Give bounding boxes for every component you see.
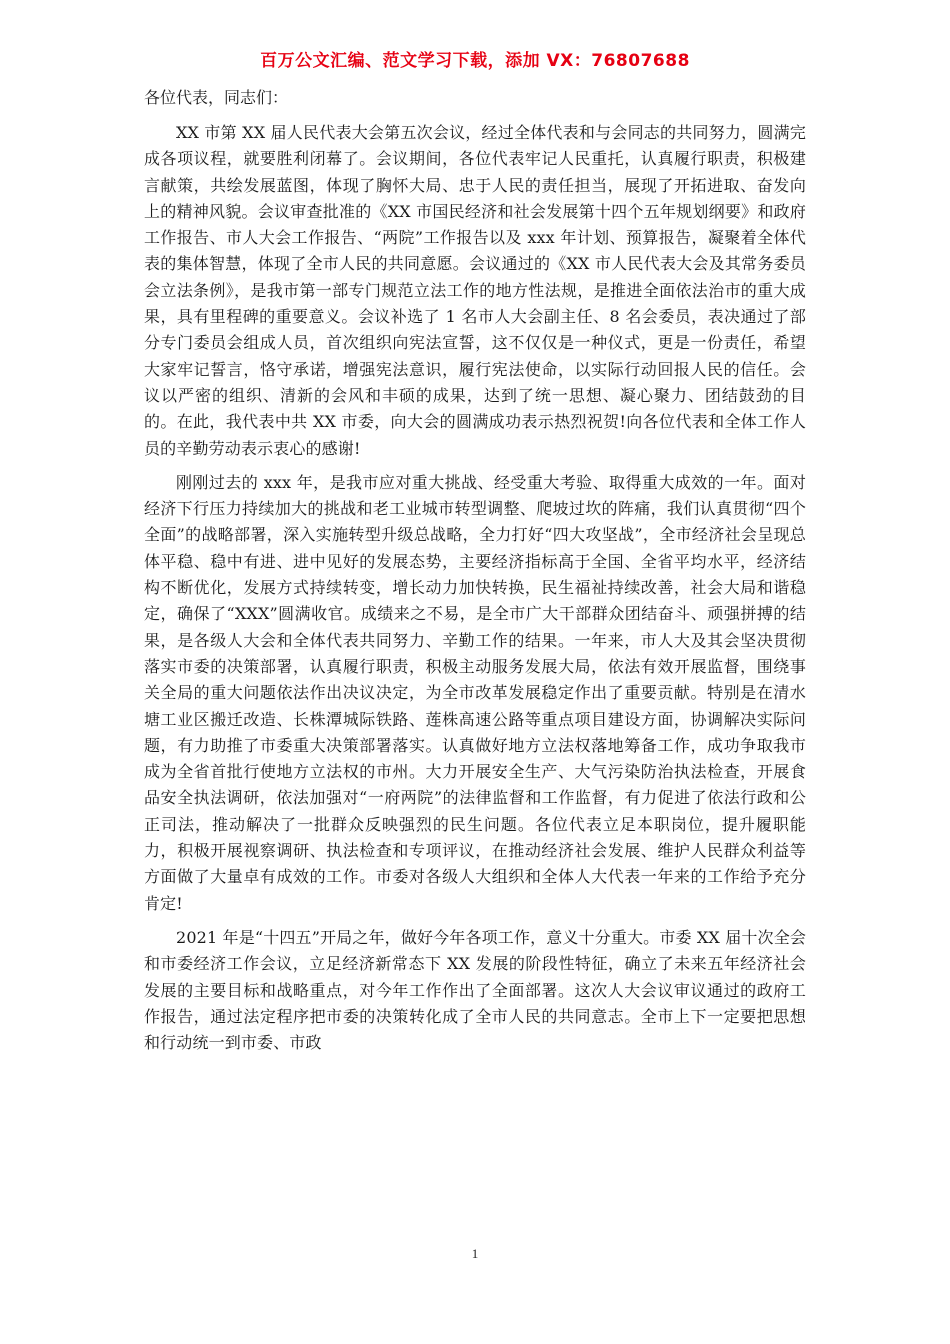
paragraph-1: XX 市第 XX 届人民代表大会第五次会议，经过全体代表和与会同志的共同努力，圆满完成各项议程，就要胜利闭幕了。会议期间，各位代表牢记人民重托，认真履行职责，积极建言献策，共绘发展蓝图，体现了胸怀大局、忠于人民的责任担当，展现了开拓进取、奋发向上的精神风貌。会议审查批准的《XX 市国民经济和社会发展第十四个五年规划纲要》和政府工作报告、市人大会工作报告、“两院”工作报告以及 xxx 年计划、预算报告，凝聚着全体代表的集体智慧，体现了全市人民的共同意愿。会议通过的《XX 市人民代表大会及其常务委员会立法条例》，是我市第一部专门规范立法工作的地方性法规，是推进全面依法治市的重大成果，具有里程碑的重要意义。会议补选了 1 名市人大会副主任、8 名会委员，表决通过了部分专门委员会组成人员，首次组织向宪法宣誓，这不仅仅是一种仪式，更是一份责任，希望大家牢记誓言，恪守承诺，增强宪法意识，履行宪法使命，以实际行动回报人民的信任。会议以严密的组织、清新的会风和丰硕的成果，达到了统一思想、凝心聚力、团结鼓劲的目的。在此，我代表中共 XX 市委，向大会的圆满成功表示热烈祝贺!向各位代表和全体工作人员的辛勤劳动表示衷心的感谢! bbox=[144, 123, 806, 458]
paragraph-2: 刚刚过去的 xxx 年，是我市应对重大挑战、经受重大考验、取得重大成效的一年。面对经济下行压力持续加大的挑战和老工业城市转型调整、爬坡过坎的阵痛，我们认真贯彻“四个全面”的战略部署，深入实施转型升级总战略，全力打好“四大攻坚战”，全市经济社会呈现总体平稳、稳中有进、进中见好的发展态势，主要经济指标高于全国、全省平均水平，经济结构不断优化，发展方式持续转变，增长动力加快转换，民生福祉持续改善，社会大局和谐稳定，确保了“XXX”圆满收官。成绩来之不易，是全市广大干部群众团结奋斗、顽强拼搏的结果，是各级人大会和全体代表共同努力、辛勤工作的结果。一年来，市人大及其会坚决贯彻落实市委的决策部署，认真履行职责，积极主动服务发展大局，依法有效开展监督，围绕事关全局的重大问题依法作出决议决定，为全市改革发展稳定作出了重要贡献。特别是在清水塘工业区搬迁改造、长株潭城际铁路、莲株高速公路等重点项目建设方面，协调解决实际问题，有力助推了市委重大决策部署落实。认真做好地方立法权落地筹备工作，成功争取我市成为全省首批行使地方立法权的市州。大力开展安全生产、大气污染防治执法检查，开展食品安全执法调研，依法加强对“一府两院”的法律监督和工作监督，有力促进了依法行政和公正司法，推动解决了一批群众反映强烈的民生问题。各位代表立足本职岗位，提升履职能力，积极开展视察调研、执法检查和专项评议，在推动经济社会发展、维护人民群众利益等方面做了大量卓有成效的工作。市委对各级人大组织和全体人大代表一年来的工作给予充分肯定! bbox=[144, 472, 806, 913]
watermark-banner: 百万公文汇编、范文学习下载，添加 VX：76807688 bbox=[260, 51, 690, 71]
document-body bbox=[144, 84, 806, 1056]
salutation: 各位代表，同志们： bbox=[144, 88, 289, 107]
page-number: 1 bbox=[471, 1246, 479, 1261]
paragraph-3: 2021 年是“十四五”开局之年，做好今年各项工作，意义十分重大。市委 XX 届十次全会和市委经济工作会议，立足经济新常态下 XX 发展的阶段性特征，确立了未来五年经济社会发展的主要目标和战略重点，对今年工作作出了全面部署。这次人大会议审议通过的政府工作报告，通过法定程序把市委的决策转化成了全市人民的共同意志。全市上下一定要把思想和行动统一到市委、市政 bbox=[144, 927, 806, 1053]
